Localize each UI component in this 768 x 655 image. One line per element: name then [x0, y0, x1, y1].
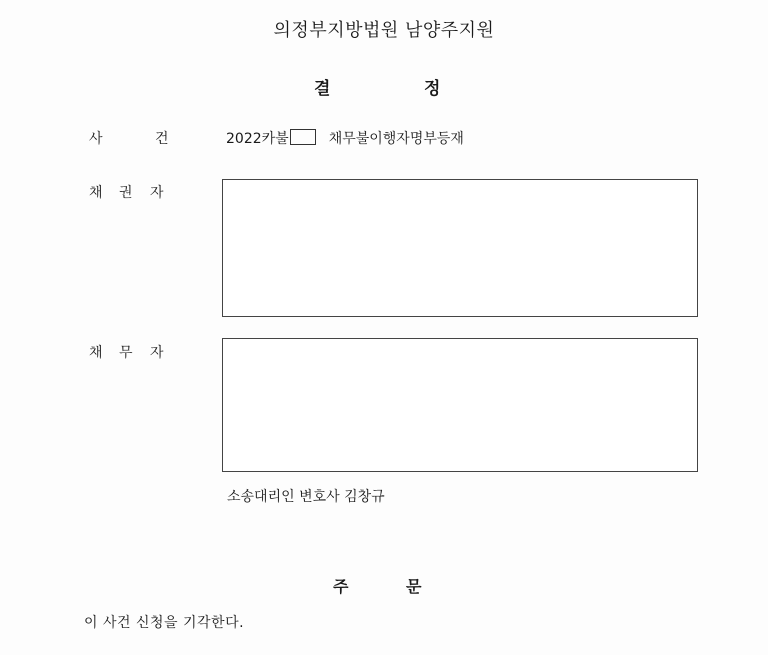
case-label-char-2: 건	[155, 131, 169, 147]
debtor-redacted-box	[222, 338, 698, 472]
creditor-redacted-box	[222, 179, 698, 317]
creditor-label-char-1: 채	[89, 185, 103, 201]
case-info	[226, 128, 464, 148]
case-number: 2022카불	[226, 131, 289, 147]
case-name: 채무불이행자명부등재	[328, 131, 464, 147]
case-label-char-1: 사	[89, 131, 103, 147]
creditor-label-char-2: 권	[119, 185, 133, 201]
court-name: 의정부지방법원 남양주지원	[273, 20, 495, 41]
debtor-attorney: 소송대리인 변호사 김창규	[227, 489, 385, 505]
document-title-char-1: 결	[314, 79, 331, 99]
order-text: 이 사건 신청을 기각한다.	[84, 615, 245, 631]
document-title-char-2: 정	[424, 79, 441, 99]
debtor-label-char-1: 채	[89, 345, 103, 361]
creditor-label-char-3: 자	[150, 185, 164, 201]
order-title-char-1: 주	[333, 577, 349, 596]
debtor-label-char-3: 자	[150, 345, 164, 361]
order-title-char-2: 문	[406, 577, 422, 596]
redacted-case-number	[290, 129, 316, 145]
debtor-label-char-2: 무	[119, 345, 133, 361]
